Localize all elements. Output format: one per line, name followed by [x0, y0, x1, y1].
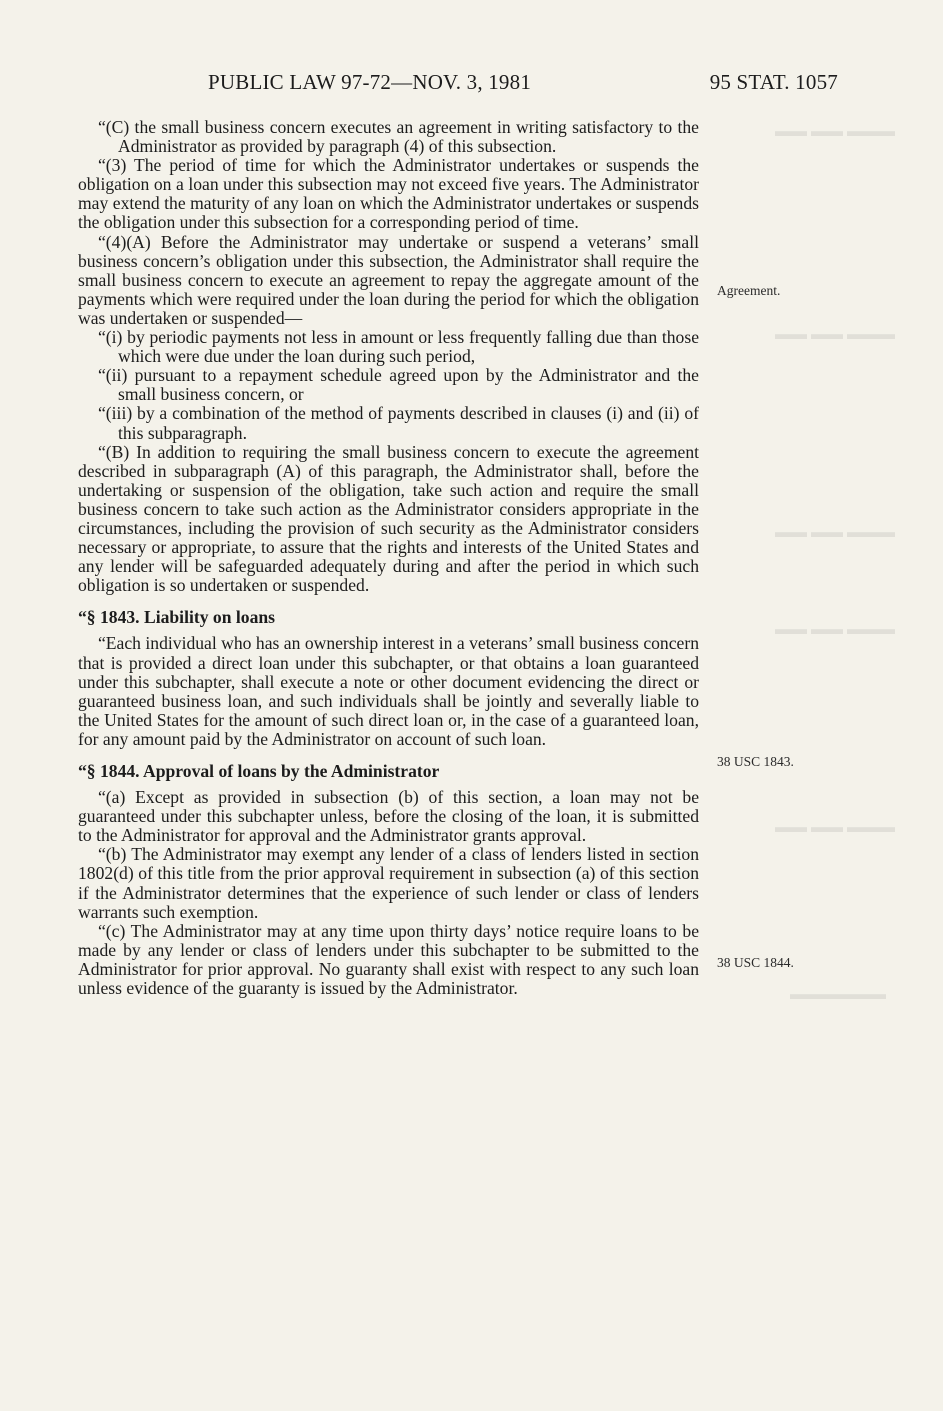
subsection-a: “(a) Except as provided in subsection (b) of this section, a loan may not be guaranteed under this subchapter unless, before the closing of the loan, it is submitted to the Administrator for approval and the Administrator grants approval. [78, 787, 699, 846]
bleed-through-decoration: ▬▬▬▬▬▬ [790, 986, 886, 1003]
clause-i: “(i) by periodic payments not less in amount or less frequently falling due than those which were due under the loan during such period, [98, 327, 699, 367]
bleed-through-decoration: ▬▬ ▬▬ ▬▬▬ [775, 819, 895, 836]
bleed-through-decoration: ▬▬ ▬▬ ▬▬▬ [775, 621, 895, 638]
bleed-through-decoration: ▬▬ ▬▬ ▬▬▬ [775, 123, 895, 140]
page-header [78, 70, 838, 100]
section-1844-heading: “§ 1844. Approval of loans by the Administrator [78, 761, 440, 781]
clause-c-paragraph: “(C) the small business concern executes an agreement in writing satisfactory to the Administrator as provided by paragraph (4) of this subsection. [98, 117, 699, 157]
subsection-b: “(b) The Administrator may exempt any lender of a class of lenders listed in section 1802(d) of this title from the prior approval requirement in subsection (a) of this section if the Administrator determines that the experience of such lender or class of lenders warrants such exemption. [78, 844, 699, 922]
paragraph-4b: “(B) In addition to requiring the small business concern to execute the agreement described in subparagraph (A) of this paragraph, the Administrator shall, before the undertaking or suspension of the obligation, take such action and require the small business concern to take such action as the Administrator considers appropriate in the circumstances, including the provision of such security as the Administrator considers necessary or appropriate, to assure that the rights and interests of the United States and any lender will be safeguarded adequately during and after the period in which such obligation is so undertaken or suspended. [78, 441, 699, 596]
margin-note-agreement: Agreement. [717, 283, 781, 298]
subsection-c: “(c) The Administrator may at any time upon thirty days’ notice require loans to be made by any lender or class of lenders under this subchapter to be submitted to the Administrator for prior approval. No guaranty shall exist with respect to any such loan unless evidence of the guaranty is issued by the Administrator. [78, 920, 699, 999]
header-law-date: PUBLIC LAW 97-72—NOV. 3, 1981 [208, 70, 532, 94]
paragraph-3: “(3) The period of time for which the Administrator undertakes or suspends the obligation on a loan under this subsection may not exceed five years. The Administrator may extend the maturity of any loan on which the Administrator undertakes or suspends the obligation under this subsection for a corresponding period of time. [78, 155, 699, 233]
clause-ii: “(ii) pursuant to a repayment schedule agreed upon by the Administrator and the small business concern, or [98, 365, 699, 405]
margin-note-38-usc-1843: 38 USC 1843. [717, 754, 794, 769]
section-1843-heading: “§ 1843. Liability on loans [78, 607, 275, 628]
margin-note-38-usc-1844: 38 USC 1844. [717, 955, 794, 970]
bleed-through-decoration: ▬▬ ▬▬ ▬▬▬ [775, 326, 895, 343]
document-body [78, 118, 699, 998]
section-1843-text: “Each individual who has an ownership interest in a veterans’ small business concern that is provided a direct loan under this subchapter, or that obtains a loan guaranteed under this subchapter, shall execute a note or other document evidencing the direct or guaranteed business loan, and such individuals shall be jointly and severally liable to the United States for the amount of such direct loan or, in the case of a guaranteed loan, for any amount paid by the Administrator on account of such loan. [78, 633, 699, 749]
header-stat-page: 95 STAT. 1057 [709, 70, 838, 94]
bleed-through-decoration: ▬▬ ▬▬ ▬▬▬ [775, 524, 895, 541]
paragraph-4a: “(4)(A) Before the Administrator may undertake or suspend a veterans’ small business concern’s obligation under this subsection, the Administrator shall require the small business concern to execute an agreement to repay the aggregate amount of the payments which were required under the loan during the period for which the obligation was undertaken or suspended— [78, 231, 699, 328]
clause-iii: “(iii) by a combination of the method of payments described in clauses (i) and (ii) of this subparagraph. [98, 403, 699, 443]
